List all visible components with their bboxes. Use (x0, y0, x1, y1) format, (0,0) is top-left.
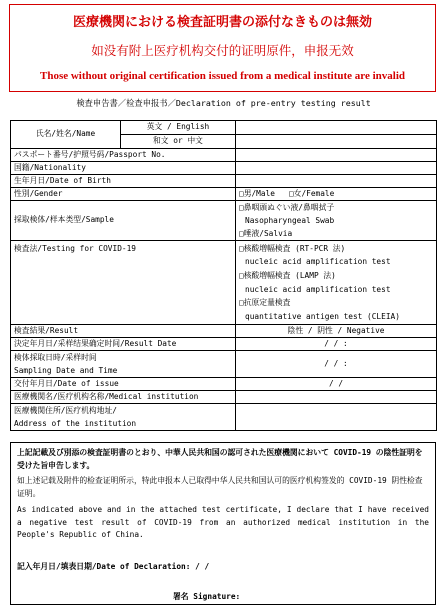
name-english-label: 英文 / English (121, 121, 236, 135)
institution-label: 医療機関名/医疗机构名称/Medical institution (11, 391, 236, 404)
sample-saliva-checkbox[interactable]: □唾液/Salvia (239, 229, 293, 238)
name-native-field[interactable] (236, 135, 437, 149)
test-lamp-english: nucleic acid amplification test (245, 284, 391, 294)
sample-nasopharyngeal-checkbox[interactable]: □鼻咽頭ぬぐい液/鼻咽拭子 (239, 203, 335, 212)
test-lamp-checkbox[interactable]: □核酸増幅検査 (LAMP 法) (239, 270, 336, 280)
result-date-field[interactable]: / / : (236, 338, 437, 351)
sample-label: 採取検体/样本类型/Sample (11, 201, 236, 241)
test-antigen-english: quantitative antigen test (CLEIA) (245, 311, 400, 321)
result-value: 陰性 / 阴性 / Negative (236, 325, 437, 338)
address-field[interactable] (236, 404, 437, 431)
issue-date-label: 交付年月日/Date of issue (11, 378, 236, 391)
signature-field[interactable]: 署名 Signature: (173, 592, 241, 601)
name-english-field[interactable] (236, 121, 437, 135)
notice-english: Those without original certification issued from a medical institute are invalid (39, 70, 406, 82)
sampling-date-field[interactable]: / / : (236, 351, 437, 378)
nationality-label: 国籍/Nationality (11, 162, 236, 175)
testing-options (236, 241, 437, 325)
test-rtpcr-checkbox[interactable]: □核酸増幅検査 (RT-PCR 法) (239, 243, 346, 253)
sampling-label-english: Sampling Date and Time (14, 366, 118, 375)
name-label: 氏名/姓名/Name (11, 121, 121, 149)
name-native-label: 和文 or 中文 (121, 135, 236, 149)
statement-japanese: 上記記載及び別添の検査証明書のとおり、中華人民共和国の認可された医療機関において COVID-19 の陰性証明を受けた旨申告します。 (17, 448, 423, 470)
testing-label: 検査法/Testing for COVID-19 (11, 241, 236, 325)
dob-label: 生年月日/Date of Birth (11, 175, 236, 188)
gender-male-checkbox[interactable]: □男/Male (239, 188, 275, 198)
notice-chinese: 如没有附上医疗机构交付的证明原件，申报无效 (91, 43, 354, 58)
result-label: 検査結果/Result (11, 325, 236, 338)
statement-chinese: 如上述记载及附件的检查证明所示，特此申报本人已取得中华人民共和国认可的医疗机构签发的 COVID-19 阴性检查证明。 (17, 476, 423, 498)
declaration-form-table (10, 120, 437, 431)
sample-options (236, 201, 437, 241)
gender-label: 性別/Gender (11, 188, 236, 201)
result-date-label: 決定年月日/采样结果确定时间/Result Date (11, 338, 236, 351)
sampling-label (11, 351, 236, 378)
test-antigen-checkbox[interactable]: □抗原定量検査 (239, 298, 291, 308)
gender-options (236, 188, 437, 201)
passport-label: パスポート番号/护照号码/Passport No. (11, 149, 236, 162)
test-rtpcr-english: nucleic acid amplification test (245, 257, 391, 267)
declaration-statement-box (10, 442, 436, 605)
dob-field[interactable] (236, 175, 437, 188)
issue-date-field[interactable]: / / (236, 378, 437, 391)
institution-field[interactable] (236, 391, 437, 404)
statement-english: As indicated above and in the attached test certificate, I declare that I have received a negative test result of COVID-19 from an authorized medical institution in the People's Republic of China. (17, 505, 429, 539)
nationality-field[interactable] (236, 162, 437, 175)
document-title: 検査申告書／检查申报书／Declaration of pre-entry testing result (76, 98, 371, 108)
sample-nasopharyngeal-english: Nasopharyngeal Swab (245, 216, 335, 225)
notice-japanese: 医療機関における検査証明書の添付なきものは無効 (72, 15, 372, 30)
declaration-date-field[interactable]: 記入年月日/填表日期/Date of Declaration: / / (17, 562, 210, 571)
address-label-native: 医療機関住所/医疗机构地址/ (14, 406, 117, 415)
sampling-label-native: 検体採取日時/采样时间 (14, 353, 97, 362)
invalid-notice-box (9, 4, 436, 92)
passport-field[interactable] (236, 149, 437, 162)
address-label (11, 404, 236, 431)
address-label-english: Address of the institution (14, 419, 137, 428)
gender-female-checkbox[interactable]: □女/Female (288, 188, 335, 198)
